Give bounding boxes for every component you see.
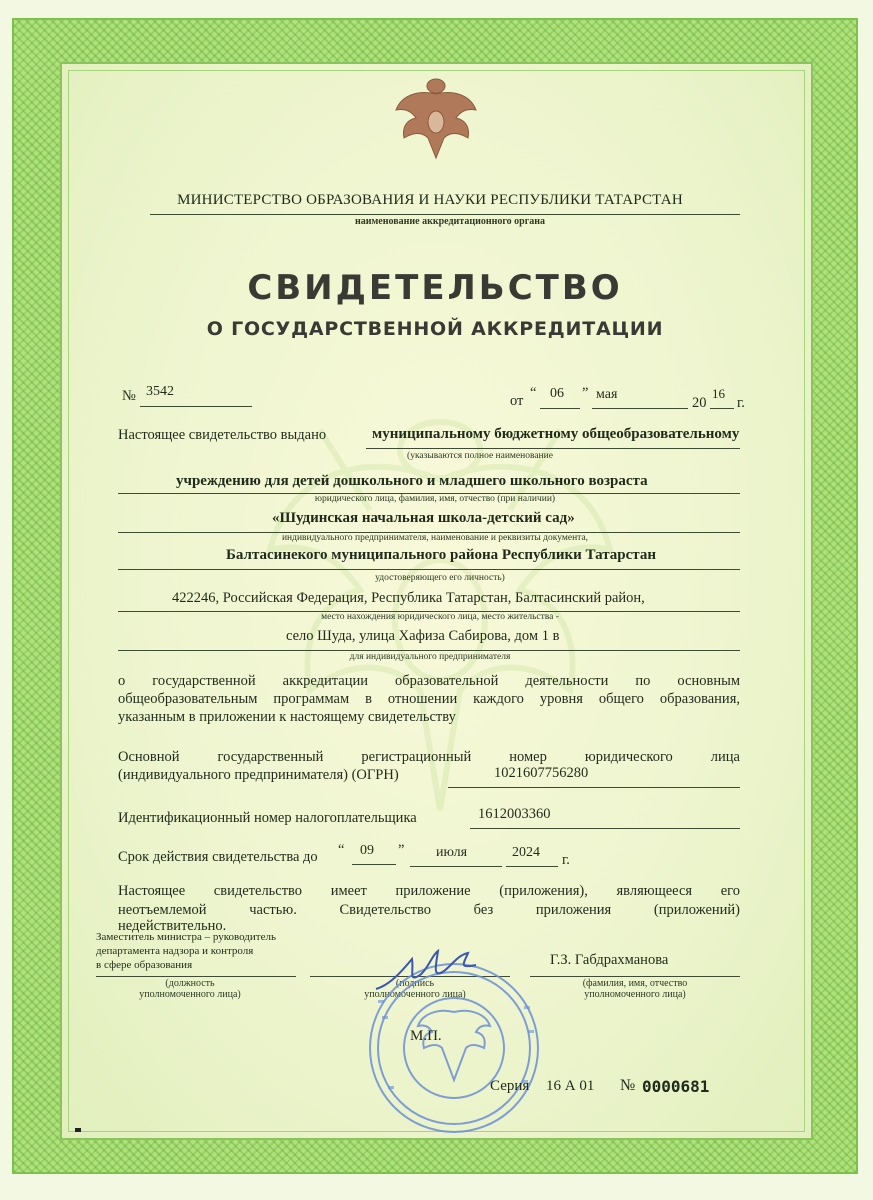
validity-month: июля bbox=[436, 845, 468, 860]
name-caption-line2: уполномоченного лица) bbox=[584, 989, 686, 1000]
date-month-underline bbox=[592, 408, 688, 409]
validity-year: 2024 bbox=[512, 845, 540, 860]
name-caption bbox=[560, 978, 710, 1000]
validity-close-quote: ” bbox=[398, 842, 405, 858]
name-underline bbox=[530, 976, 740, 977]
issued-caption3: индивидуального предпринимателя, наименование и реквизиты документа, bbox=[281, 533, 589, 543]
date-year-suffix: 16 bbox=[712, 386, 725, 401]
signature-caption-line1: (подпись bbox=[395, 978, 435, 989]
issued-caption6: для индивидуального предпринимателя bbox=[349, 652, 511, 662]
ministry-underline bbox=[150, 214, 740, 215]
series-number: 0000681 bbox=[642, 1077, 710, 1096]
date-month: мая bbox=[596, 387, 618, 402]
position-caption bbox=[110, 978, 270, 1000]
number-underline bbox=[140, 406, 252, 407]
signatory-name: Г.З. Габдрахманова bbox=[550, 952, 669, 968]
ministry-caption: наименование аккредитационного органа bbox=[354, 216, 546, 227]
signatory-position-line3: в сфере образования bbox=[96, 959, 193, 971]
handwritten-signature-icon bbox=[372, 945, 482, 995]
issued-name-line2: учреждению для детей дошкольного и младшего школьного возраста bbox=[176, 473, 648, 489]
issued-line6-underline bbox=[118, 650, 740, 651]
position-caption-line1: (должность bbox=[165, 978, 215, 989]
issued-address-line1: 422246, Российская Федерация, Республика Татарстан, Балтасинский район, bbox=[172, 590, 645, 606]
date-close-quote: ” bbox=[582, 385, 589, 401]
issued-line1-underline bbox=[366, 448, 740, 449]
accreditation-text-line3: указанным в приложении к настоящему свидетельству bbox=[118, 709, 456, 725]
validity-month-underline bbox=[410, 866, 502, 867]
issued-caption5: место нахождения юридического лица, место жительства - bbox=[321, 612, 559, 622]
issued-name-line1: муниципальному бюджетному общеобразовательному bbox=[372, 426, 740, 442]
certificate-number: 3542 bbox=[146, 384, 174, 399]
date-prefix: от bbox=[510, 393, 524, 409]
appendix-text-line1: Настоящее свидетельство имеет приложение (приложения), являющееся его bbox=[118, 883, 740, 899]
series-number-prefix: № bbox=[620, 1077, 636, 1094]
issued-name-line3: «Шудинская начальная школа-детский сад» bbox=[272, 510, 575, 526]
series-value: 16 А 01 bbox=[546, 1078, 595, 1094]
corner-mark bbox=[75, 1128, 81, 1132]
ogrn-underline bbox=[448, 787, 740, 788]
inn-value: 1612003360 bbox=[478, 806, 551, 822]
inn-label: Идентификационный номер налогоплательщика bbox=[118, 810, 417, 826]
signatory-position-line2: департамента надзора и контроля bbox=[96, 945, 254, 957]
inn-underline bbox=[470, 828, 740, 829]
position-caption-line2: уполномоченного лица) bbox=[139, 989, 241, 1000]
signature-caption-line2: уполномоченного лица) bbox=[364, 989, 466, 1000]
seal-place-mp: М.П. bbox=[410, 1028, 442, 1044]
ogrn-value: 1021607756280 bbox=[494, 765, 589, 781]
validity-year-underline bbox=[506, 866, 558, 867]
ogrn-label-line2: (индивидуального предпринимателя) (ОГРН) bbox=[118, 767, 399, 783]
issued-caption4: удостоверяющего его личность) bbox=[375, 573, 505, 583]
validity-day: 09 bbox=[360, 843, 374, 858]
validity-label: Срок действия свидетельства до bbox=[118, 849, 318, 865]
appendix-text-line2: неотъемлемой частью. Свидетельство без приложения (приложений) bbox=[118, 902, 740, 918]
issued-label: Настоящее свидетельство выдано bbox=[118, 427, 327, 443]
coat-of-arms-icon bbox=[390, 76, 482, 160]
validity-open-quote: “ bbox=[338, 842, 345, 858]
certificate-subtitle: О ГОСУДАРСТВЕННОЙ АККРЕДИТАЦИИ bbox=[206, 318, 664, 340]
date-day: 06 bbox=[550, 386, 564, 401]
date-year-underline bbox=[710, 408, 734, 409]
accreditation-text-line1: о государственной аккредитации образовательной деятельности по основным bbox=[118, 673, 740, 689]
issued-name-line4: Балтасинекого муниципального района Республики Татарстан bbox=[226, 547, 656, 563]
date-year-prefix: 20 bbox=[692, 395, 707, 411]
issued-address-line2: село Шуда, улица Хафиза Сабирова, дом 1 в bbox=[286, 628, 560, 644]
ogrn-label-line1: Основной государственный регистрационный номер юридического лица bbox=[118, 749, 740, 765]
signatory-position bbox=[96, 930, 276, 972]
issued-caption1: (указываются полное наименование bbox=[407, 451, 553, 461]
date-open-quote: “ bbox=[530, 385, 537, 401]
name-caption-line1: (фамилия, имя, отчество bbox=[582, 978, 688, 989]
number-prefix: № bbox=[122, 388, 136, 404]
validity-suffix: г. bbox=[562, 852, 570, 868]
ministry-name: МИНИСТЕРСТВО ОБРАЗОВАНИЯ И НАУКИ РЕСПУБЛИКИ ТАТАРСТАН bbox=[177, 192, 683, 208]
signatory-position-line1: Заместитель министра – руководитель bbox=[96, 931, 276, 943]
appendix-text-line3: недействительно. bbox=[118, 918, 227, 934]
series-label: Серия bbox=[490, 1078, 530, 1094]
date-day-underline bbox=[540, 408, 580, 409]
validity-day-underline bbox=[352, 864, 396, 865]
position-underline bbox=[96, 976, 296, 977]
issued-caption2: юридического лица, фамилия, имя, отчество (при наличии) bbox=[314, 494, 556, 504]
certificate-title: СВИДЕТЕЛЬСТВО bbox=[247, 268, 623, 308]
date-suffix: г. bbox=[737, 395, 745, 411]
accreditation-text-line2: общеобразовательным программам в отношении каждого уровня общего образования, bbox=[118, 691, 740, 707]
issued-line4-underline bbox=[118, 569, 740, 570]
